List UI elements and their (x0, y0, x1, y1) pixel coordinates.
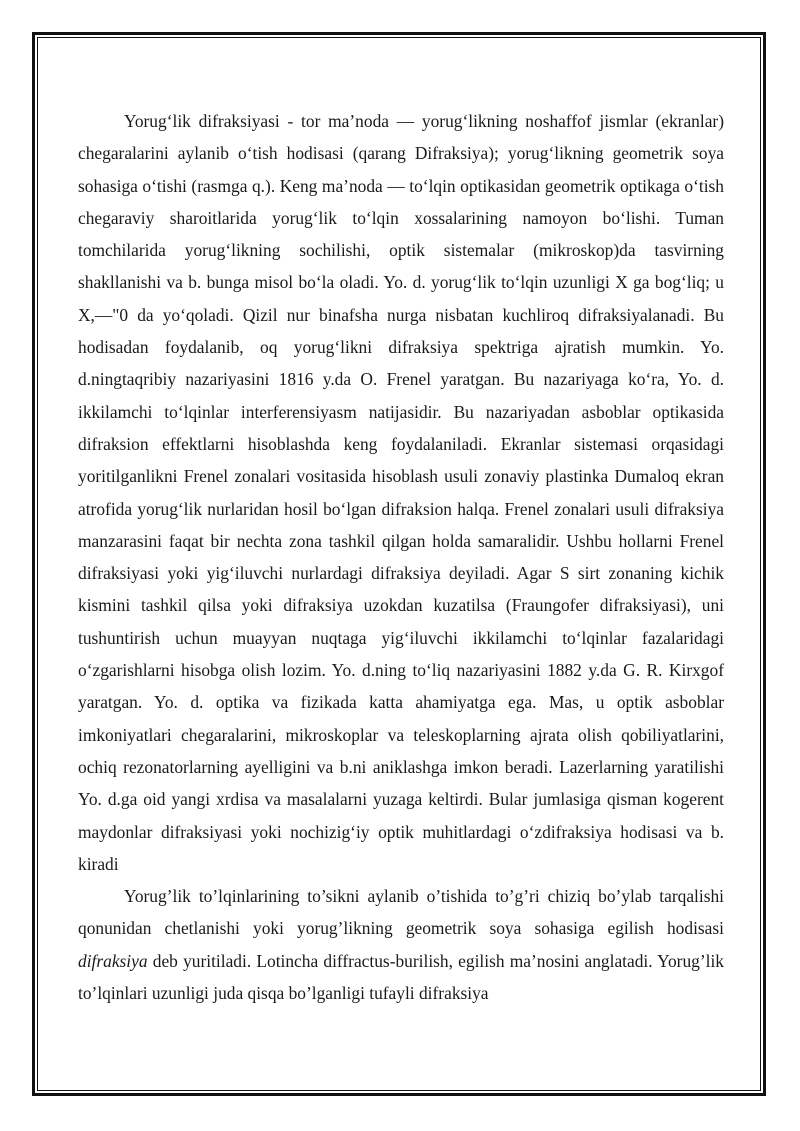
document-body (78, 105, 724, 1009)
paragraph-2 (78, 880, 724, 1009)
paragraph-2-text-before: Yorug’lik to’lqinlarining to’sikni aylanib o’tishida to’g’ri chiziq bo’ylab tarqalishi qonunidan chetlanishi yoki yorug’likning geometrik soya sohasiga egilish hodisasi (78, 886, 724, 939)
paragraph-2-text-after: deb yuritiladi. Lotincha diffractus-burilish, egilish ma’nosini anglatadi. Yorug’lik to’lqinlari uzunligi juda qisqa bo’lganligi tufayli difraksiya (78, 950, 724, 1004)
paragraph-2-term: difraksiya (78, 950, 148, 971)
paragraph-1: Yorug‘lik difraksiyasi - tor ma’noda — yorug‘likning noshaffof jismlar (ekranlar) chegaralarini aylanib o‘tish hodisasi (qarang Difraksiya); yorug‘likning geometrik soya sohasiga o‘tishi (rasmga q.). Keng ma’noda — to‘lqin optikasidan geometrik optikaga o‘tish chegaraviy sharoitlarida yorug‘lik to‘lqin xossalarining namoyon bo‘lishi. Tuman tomchilarida yorug‘likning sochilishi, optik sistemalar (mikroskop)da tasvirning shakllanishi va b. bunga misol bo‘la oladi. Yo. d. yorug‘lik to‘lqin uzunligi X ga bog‘liq; u X,—"0 da yo‘qoladi. Qizil nur binafsha nurga nisbatan kuchliroq difraksiyalanadi. Bu hodisadan foydalanib, oq yorug‘likni difraksiya spektriga ajratish mumkin. Yo. d.ningtaqribiy nazariyasini 1816 y.da O. Frenel yaratgan. Bu nazariyaga ko‘ra, Yo. d. ikkilamchi to‘lqinlar interferensiyasm natijasidir. Bu nazariyadan asboblar optikasida difraksion effektlarni hisoblashda keng foydalaniladi. Ekranlar sistemasi orqasidagi yoritilganlikni Frenel zonalari vositasida hisoblash usuli zonaviy plastinka Dumaloq ekran atrofida yorug‘lik nurlaridan hosil bo‘lgan difraksion halqa. Frenel zonalari usuli difraksiya manzarasini faqat bir nechta zona tashkil qilgan holda samaralidir. Ushbu hollarni Frenel difraksiyasi yoki yig‘iluvchi nurlardagi difraksiya deyiladi. Agar S sirt zonaning kichik kismini tashkil qilsa yoki difraksiya uzokdan kuzatilsa (Fraungofer difraksiyasi), uni tushuntirish uchun muayyan nuqtaga yig‘iluvchi ikkilamchi to‘lqinlar fazalaridagi o‘zgarishlarni hisobga olish lozim. Yo. d.ning to‘liq nazariyasini 1882 y.da G. R. Kirxgof yaratgan. Yo. d. optika va fizikada katta ahamiyatga ega. Mas, u optik asboblar imkoniyatlari chegaralarini, mikroskoplar va teleskoplarning ajrata olish qobiliyatlarini, ochiq rezonatorlarning ayelligini va b.ni aniklashga imkon beradi. Lazerlarning yaratilishi Yo. d.ga oid yangi xrdisa va masalalarni yuzaga keltirdi. Bular jumlasiga qisman kogerent maydonlar difraksiyasi yoki nochizig‘iy optik muhitlardagi o‘zdifraksiya hodisasi va b. kiradi (78, 111, 724, 874)
